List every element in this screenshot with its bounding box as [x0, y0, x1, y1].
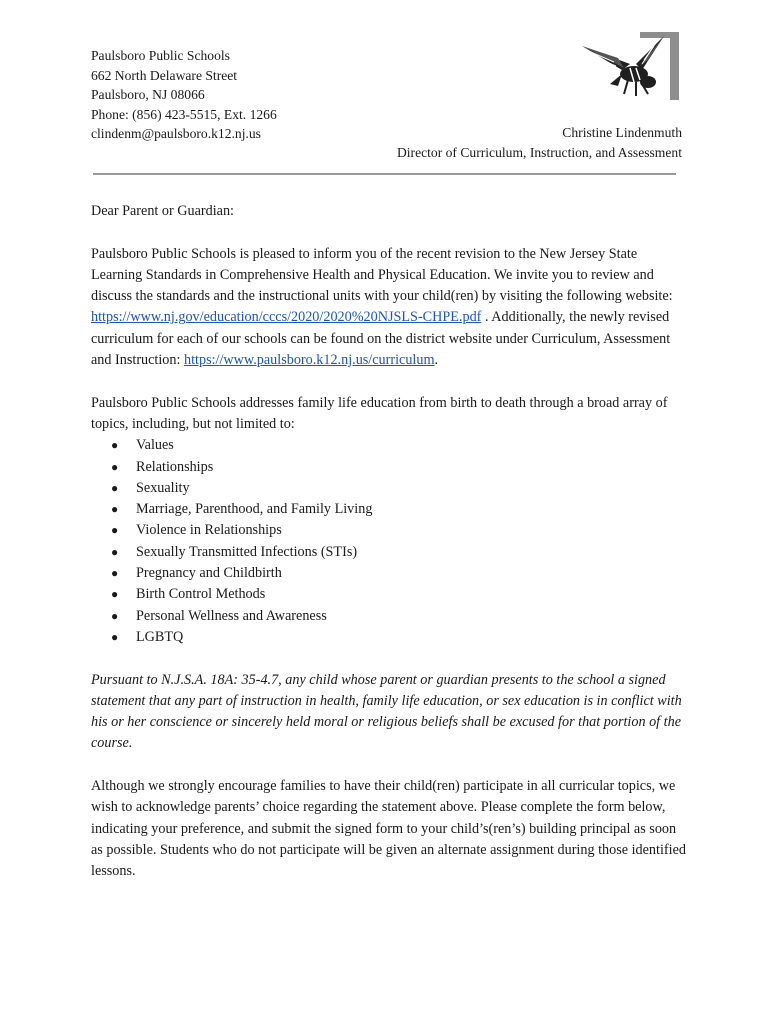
list-item: ● LGBTQ	[91, 627, 691, 648]
intro-text-a: Paulsboro Public Schools is pleased to inform you of the recent revision to the New Jersey State Learning Standards in Comprehensive Health and Physical Education. We invite you to review and discuss the standards and the instructional units with your child(ren) by visiting the following website:	[91, 245, 673, 305]
signatory-title: Director of Curriculum, Instruction, and Assessment	[396, 145, 682, 160]
bullet-icon: ●	[111, 438, 119, 453]
intro-text-b: . Additionally, the newly revised curriculum for each of our schools can be found on the district website under Curriculum, Assessment and Instruction:	[91, 309, 671, 369]
school-address-block	[91, 46, 277, 144]
list-item: ● Birth Control Methods	[91, 584, 691, 605]
topics-intro: Paulsboro Public Schools addresses family life education from birth to death through a broad array of topics, including, but not limited to:	[91, 394, 668, 432]
closing-paragraph: Although we strongly encourage families to have their child(ren) participate in all curricular topics, we wish to acknowledge parents’ choice regarding the statement above. Please complete the form below, indicating your preference, and submit the signed form to your child’s(ren’s) building principal as soon as possible. Students who do not participate will be given an alternate assignment during those identified lessons.	[91, 778, 686, 880]
hornet-mascot-icon	[578, 30, 682, 104]
bullet-icon: ●	[111, 544, 119, 559]
bullet-icon: ●	[111, 502, 119, 517]
list-item: ● Values	[91, 435, 691, 456]
salutation: Dear Parent or Guardian:	[91, 203, 234, 219]
list-item: ● Relationships	[91, 457, 691, 478]
standards-link[interactable]: https://www.nj.gov/education/cccs/2020/2020%20NJSLS-CHPE.pdf	[91, 309, 482, 326]
bullet-icon: ●	[111, 629, 119, 644]
header-divider	[93, 173, 676, 175]
letter-body	[91, 201, 691, 883]
list-item: ● Sexually Transmitted Infections (STIs)	[91, 542, 691, 563]
list-item: ● Violence in Relationships	[91, 520, 691, 541]
topics-list	[91, 435, 691, 648]
list-item: ● Personal Wellness and Awareness	[91, 606, 691, 627]
list-item: ● Pregnancy and Childbirth	[91, 563, 691, 584]
list-item: ● Sexuality	[91, 478, 691, 499]
bullet-icon: ●	[111, 587, 119, 602]
address-line-street: 662 North Delaware Street	[91, 67, 238, 83]
curriculum-link[interactable]: https://www.paulsboro.k12.nj.us/curriculum	[184, 352, 435, 369]
signatory-name: Christine Lindenmuth	[562, 125, 682, 140]
bullet-icon: ●	[111, 608, 119, 623]
address-line-email: clindenm@paulsboro.k12.nj.us	[91, 126, 261, 141]
intro-text-c: .	[434, 352, 439, 369]
bullet-icon: ●	[111, 566, 119, 581]
intro-paragraph	[91, 244, 691, 372]
bullet-icon: ●	[111, 480, 119, 495]
address-line-school: Paulsboro Public Schools	[91, 48, 230, 63]
statute-paragraph: Pursuant to N.J.S.A. 18A: 35-4.7, any child whose parent or guardian presents to the school a signed statement that any part of instruction in health, family life education, or sex education is in conflict with his or her conscience or sincerely held moral or religious beliefs shall be excused for that portion of the course.	[91, 671, 682, 752]
list-item: ● Marriage, Parenthood, and Family Living	[91, 499, 691, 520]
signature-block	[397, 123, 682, 163]
address-line-city: Paulsboro, NJ 08066	[91, 87, 205, 102]
bullet-icon: ●	[111, 523, 119, 538]
bullet-icon: ●	[111, 459, 119, 474]
address-line-phone: Phone: (856) 423-5515, Ext. 1266	[91, 106, 277, 122]
